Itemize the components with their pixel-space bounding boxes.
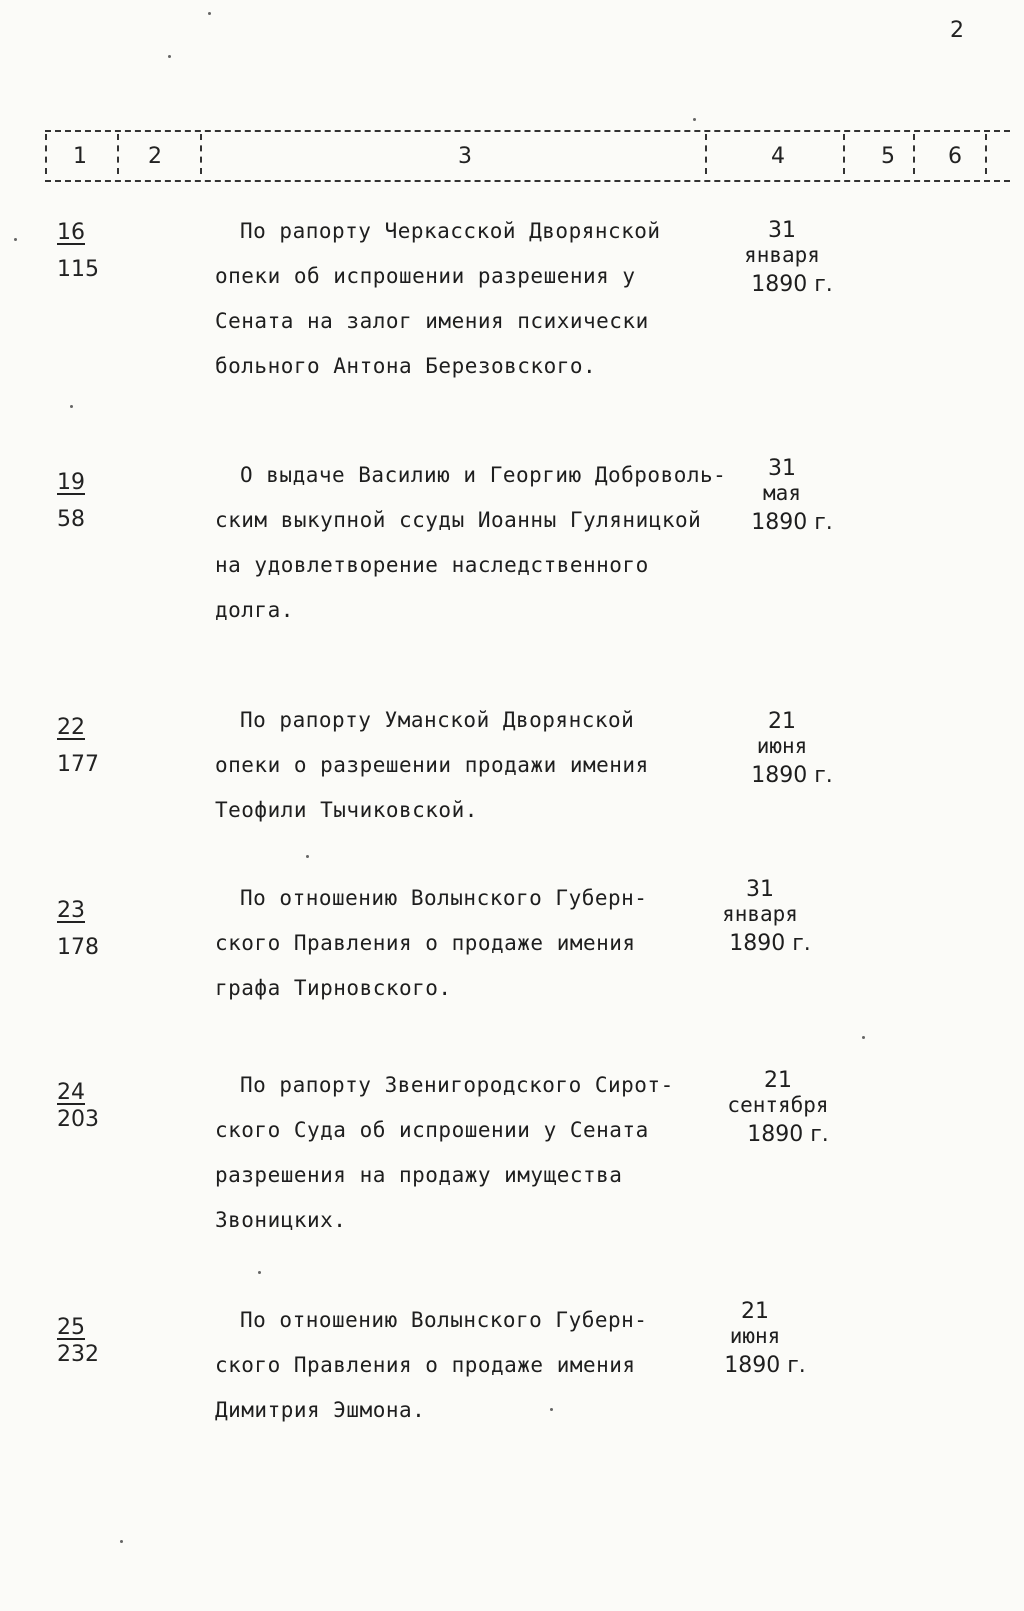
entry-number: 16 — [57, 220, 85, 245]
description-line: По рапорту Уманской Дворянской — [240, 708, 635, 732]
date-year: 1890 г. — [751, 510, 833, 535]
entry-description — [215, 453, 727, 633]
column-separator — [985, 134, 987, 174]
description-line: Димитрия Эшмона. — [215, 1398, 426, 1422]
date-year: 1890 г. — [724, 1353, 806, 1378]
scan-speck — [550, 1408, 553, 1411]
page-number: 2 — [950, 18, 964, 43]
column-1-header: 1 — [73, 144, 87, 169]
description-line: По отношению Волынского Губерн- — [240, 1308, 648, 1332]
date-day: 21 — [764, 1068, 792, 1093]
sheet-number: 58 — [57, 507, 85, 532]
column-4-header: 4 — [771, 144, 785, 169]
column-header-row — [45, 130, 1010, 182]
description-line: Теофили Тычиковской. — [215, 798, 478, 822]
date-month: сентября — [727, 1093, 829, 1117]
date-month: января — [722, 902, 798, 926]
entry-date — [722, 219, 842, 297]
entry-number-block — [57, 220, 99, 282]
description-line: ского Правления о продаже имения — [215, 1353, 636, 1377]
date-month: мая — [763, 481, 801, 505]
column-separator — [45, 134, 47, 174]
entry-description — [215, 1063, 715, 1243]
column-separator — [117, 134, 119, 174]
column-2-header: 2 — [148, 144, 162, 169]
entry-number: 24 — [57, 1080, 85, 1105]
description-line: опеки об испрошении разрешения у — [215, 264, 636, 288]
description-line: долга. — [215, 598, 294, 622]
scan-speck — [168, 55, 171, 58]
date-year: 1890 г. — [747, 1122, 829, 1147]
date-day: 31 — [746, 877, 774, 902]
scan-speck — [693, 118, 696, 121]
date-day: 21 — [768, 709, 796, 734]
column-5-header: 5 — [881, 144, 895, 169]
entry-description — [215, 1298, 715, 1433]
scan-speck — [862, 1036, 865, 1039]
scan-speck — [306, 855, 309, 858]
description-line: Звоницких. — [215, 1208, 347, 1232]
entry-number: 23 — [57, 898, 85, 923]
description-line: По отношению Волынского Губерн- — [240, 886, 648, 910]
date-day: 31 — [768, 218, 796, 243]
entry-date — [718, 1069, 838, 1147]
entry-description — [215, 209, 715, 389]
sheet-number: 232 — [57, 1342, 99, 1367]
description-line: больного Антона Березовского. — [215, 354, 597, 378]
sheet-number: 203 — [57, 1107, 99, 1132]
date-day: 31 — [768, 456, 796, 481]
column-separator — [200, 134, 202, 174]
entry-number-block — [57, 715, 99, 777]
entry-number: 22 — [57, 715, 85, 740]
entry-number-block — [57, 470, 85, 532]
entry-date — [722, 457, 842, 535]
date-year: 1890 г. — [729, 931, 811, 956]
description-line: опеки о разрешении продажи имения — [215, 753, 649, 777]
column-separator — [843, 134, 845, 174]
date-day: 21 — [741, 1299, 769, 1324]
entry-number-block — [57, 1315, 99, 1367]
description-line: ского Правления о продаже имения — [215, 931, 636, 955]
description-line: графа Тирновского. — [215, 976, 452, 1000]
date-month: января — [744, 243, 820, 267]
description-line: О выдаче Василию и Георгию Доброволь- — [240, 463, 727, 487]
sheet-number: 178 — [57, 935, 99, 960]
entry-number-block — [57, 1080, 99, 1132]
scan-speck — [258, 1271, 261, 1274]
date-month: июня — [756, 734, 808, 758]
column-separator — [913, 134, 915, 174]
scan-speck — [14, 238, 17, 241]
entry-date — [695, 1300, 815, 1378]
description-line: ского Суда об испрошении у Сената — [215, 1118, 649, 1142]
entry-number: 25 — [57, 1315, 85, 1340]
description-line: разрешения на продажу имущества — [215, 1163, 623, 1187]
scan-speck — [70, 405, 73, 408]
entry-number-block — [57, 898, 99, 960]
scan-speck — [120, 1540, 123, 1543]
entry-number: 19 — [57, 470, 85, 495]
description-line: По рапорту Звенигородского Сирот- — [240, 1073, 674, 1097]
date-year: 1890 г. — [751, 763, 833, 788]
entry-date — [700, 878, 820, 956]
description-line: на удовлетворение наследственного — [215, 553, 649, 577]
scan-speck — [208, 12, 211, 15]
description-line: По рапорту Черкасской Дворянской — [240, 219, 661, 243]
date-month: июня — [729, 1324, 781, 1348]
entry-date — [722, 710, 842, 788]
entry-description — [215, 876, 715, 1011]
entry-description — [215, 698, 715, 833]
column-6-header: 6 — [948, 144, 962, 169]
column-3-header: 3 — [458, 144, 472, 169]
sheet-number: 177 — [57, 752, 99, 777]
column-separator — [705, 134, 707, 174]
description-line: Сената на залог имения психически — [215, 309, 649, 333]
sheet-number: 115 — [57, 257, 99, 282]
description-line: ским выкупной ссуды Иоанны Гуляницкой — [215, 508, 702, 532]
date-year: 1890 г. — [751, 272, 833, 297]
